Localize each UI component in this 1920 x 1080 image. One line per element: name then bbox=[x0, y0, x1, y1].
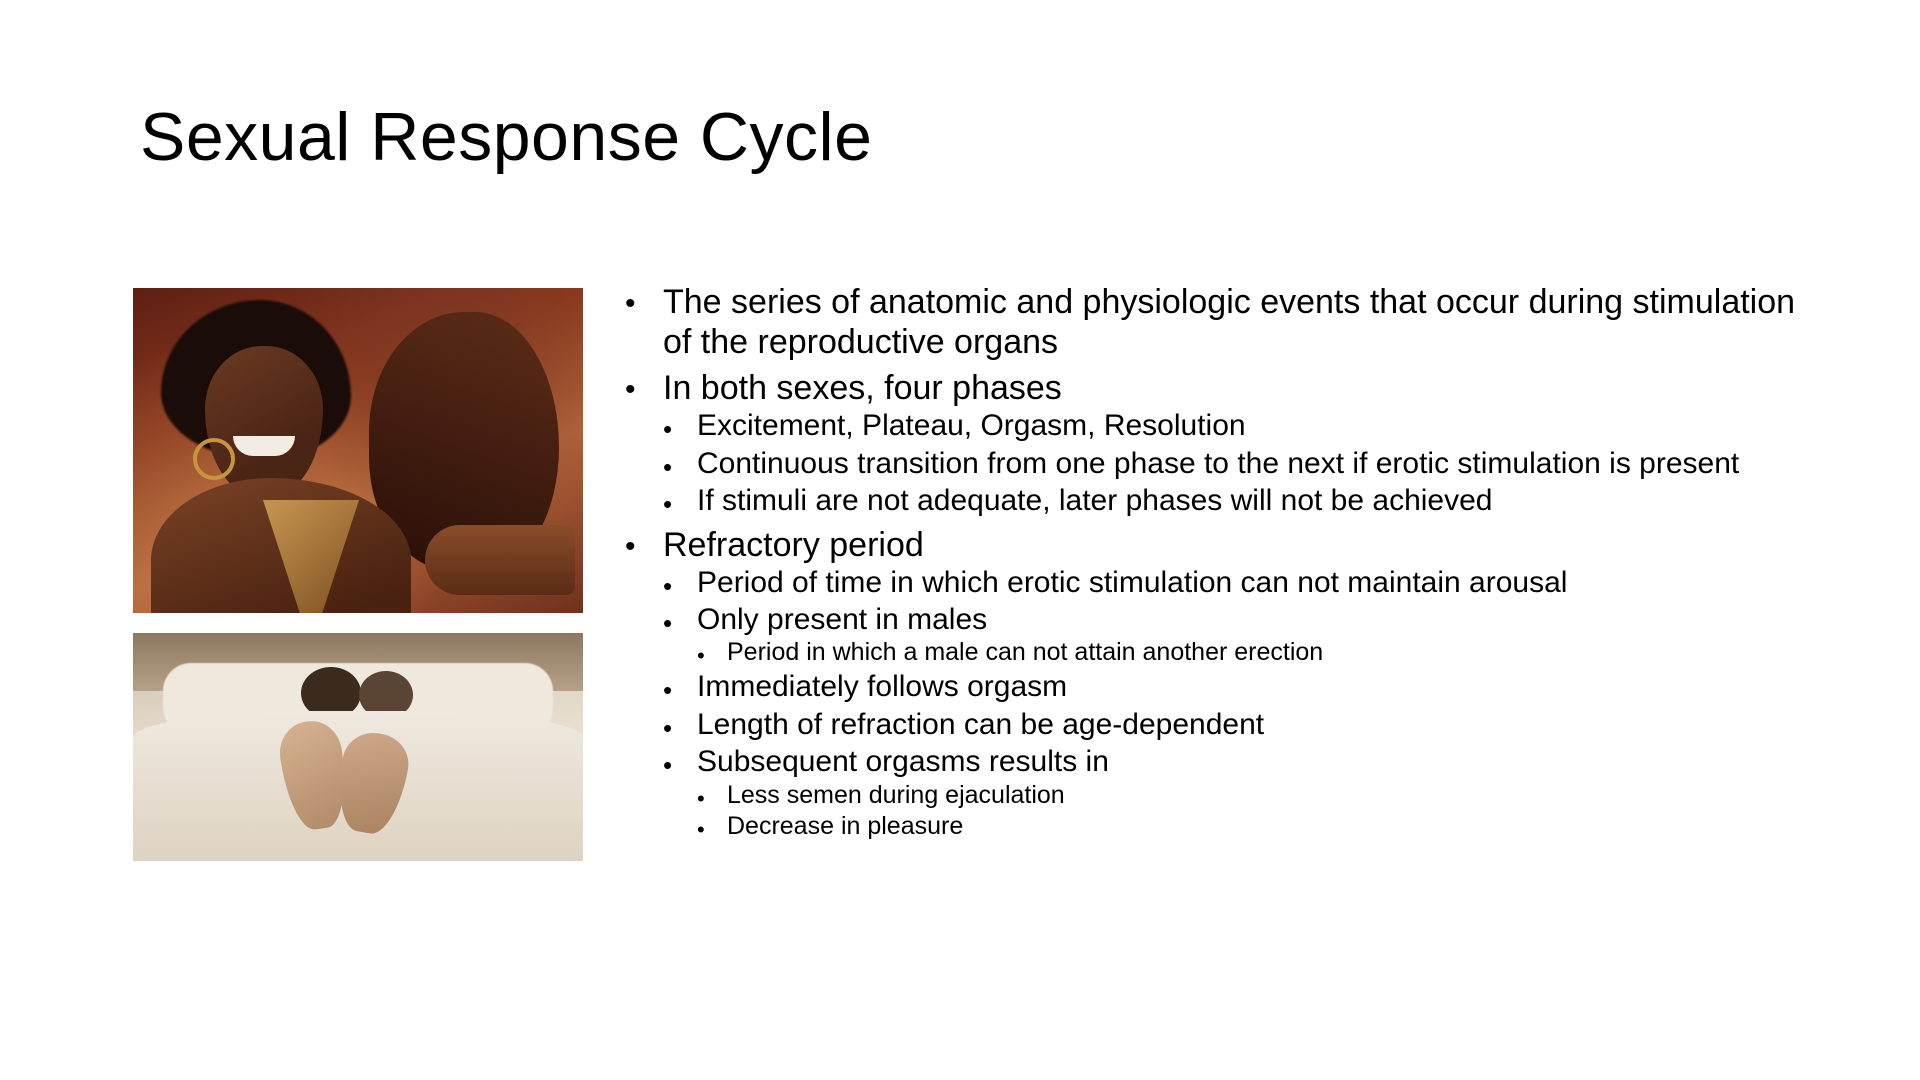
bullet-content bbox=[625, 282, 1825, 847]
bullet-list-level-3 bbox=[697, 637, 1825, 667]
bullet-icon: • bbox=[697, 785, 705, 811]
list-item-text: The series of anatomic and physiologic events that occur during stimulation of the reproductive organs bbox=[663, 283, 1796, 362]
bullet-icon: • bbox=[625, 373, 636, 407]
bullet-icon: • bbox=[663, 675, 673, 706]
list-item bbox=[625, 525, 1825, 841]
list-item bbox=[663, 565, 1825, 600]
list-item bbox=[663, 446, 1825, 481]
list-item-text: Immediately follows orgasm bbox=[697, 670, 1068, 704]
list-item-text: Period in which a male can not attain another erection bbox=[727, 638, 1324, 667]
list-item bbox=[697, 811, 1825, 841]
list-item bbox=[625, 368, 1825, 518]
list-item bbox=[697, 637, 1825, 667]
bullet-icon: • bbox=[663, 414, 673, 445]
list-item-text: Excitement, Plateau, Orgasm, Resolution bbox=[697, 409, 1246, 443]
list-item-text: Period of time in which erotic stimulation can not maintain arousal bbox=[697, 565, 1568, 599]
bullet-icon: • bbox=[625, 529, 636, 563]
bullet-icon: • bbox=[663, 608, 673, 638]
list-item-text: Less semen during ejaculation bbox=[727, 780, 1065, 809]
list-item-text: Continuous transition from one phase to the next if erotic stimulation is present bbox=[697, 446, 1740, 480]
photo-shape bbox=[193, 438, 235, 480]
bullet-icon: • bbox=[663, 451, 673, 482]
list-item-text: Refractory period bbox=[663, 525, 924, 564]
photo-shape bbox=[425, 525, 575, 595]
bullet-icon: • bbox=[663, 570, 673, 601]
list-item bbox=[663, 669, 1825, 704]
list-item-text: Decrease in pleasure bbox=[727, 811, 964, 840]
list-item bbox=[663, 744, 1825, 840]
list-item bbox=[663, 408, 1825, 443]
photo-couple-in-bed bbox=[133, 633, 583, 861]
bullet-icon: • bbox=[697, 816, 705, 842]
bullet-list-level-2 bbox=[663, 565, 1825, 841]
bullet-icon: • bbox=[663, 712, 673, 743]
bullet-icon: • bbox=[663, 489, 673, 520]
bullet-list-level-2 bbox=[663, 408, 1825, 518]
bullet-icon: • bbox=[625, 287, 636, 320]
list-item-text: In both sexes, four phases bbox=[663, 369, 1062, 408]
list-item bbox=[663, 483, 1825, 518]
bullet-icon: • bbox=[697, 643, 705, 669]
image-column bbox=[133, 288, 583, 861]
list-item-text: Only present in males bbox=[697, 603, 988, 636]
bullet-list-level-1 bbox=[625, 282, 1825, 841]
photo-couple-embracing bbox=[133, 288, 583, 613]
list-item-text: Length of refraction can be age-dependent bbox=[697, 707, 1265, 741]
list-item bbox=[697, 780, 1825, 810]
list-item bbox=[663, 707, 1825, 742]
list-item-text: Subsequent orgasms results in bbox=[697, 745, 1109, 779]
page-title: Sexual Response Cycle bbox=[140, 99, 873, 175]
bullet-list-level-3 bbox=[697, 780, 1825, 841]
list-item bbox=[663, 602, 1825, 667]
list-item-text: If stimuli are not adequate, later phases will not be achieved bbox=[697, 484, 1493, 518]
list-item bbox=[625, 282, 1825, 362]
bullet-icon: • bbox=[663, 750, 673, 781]
